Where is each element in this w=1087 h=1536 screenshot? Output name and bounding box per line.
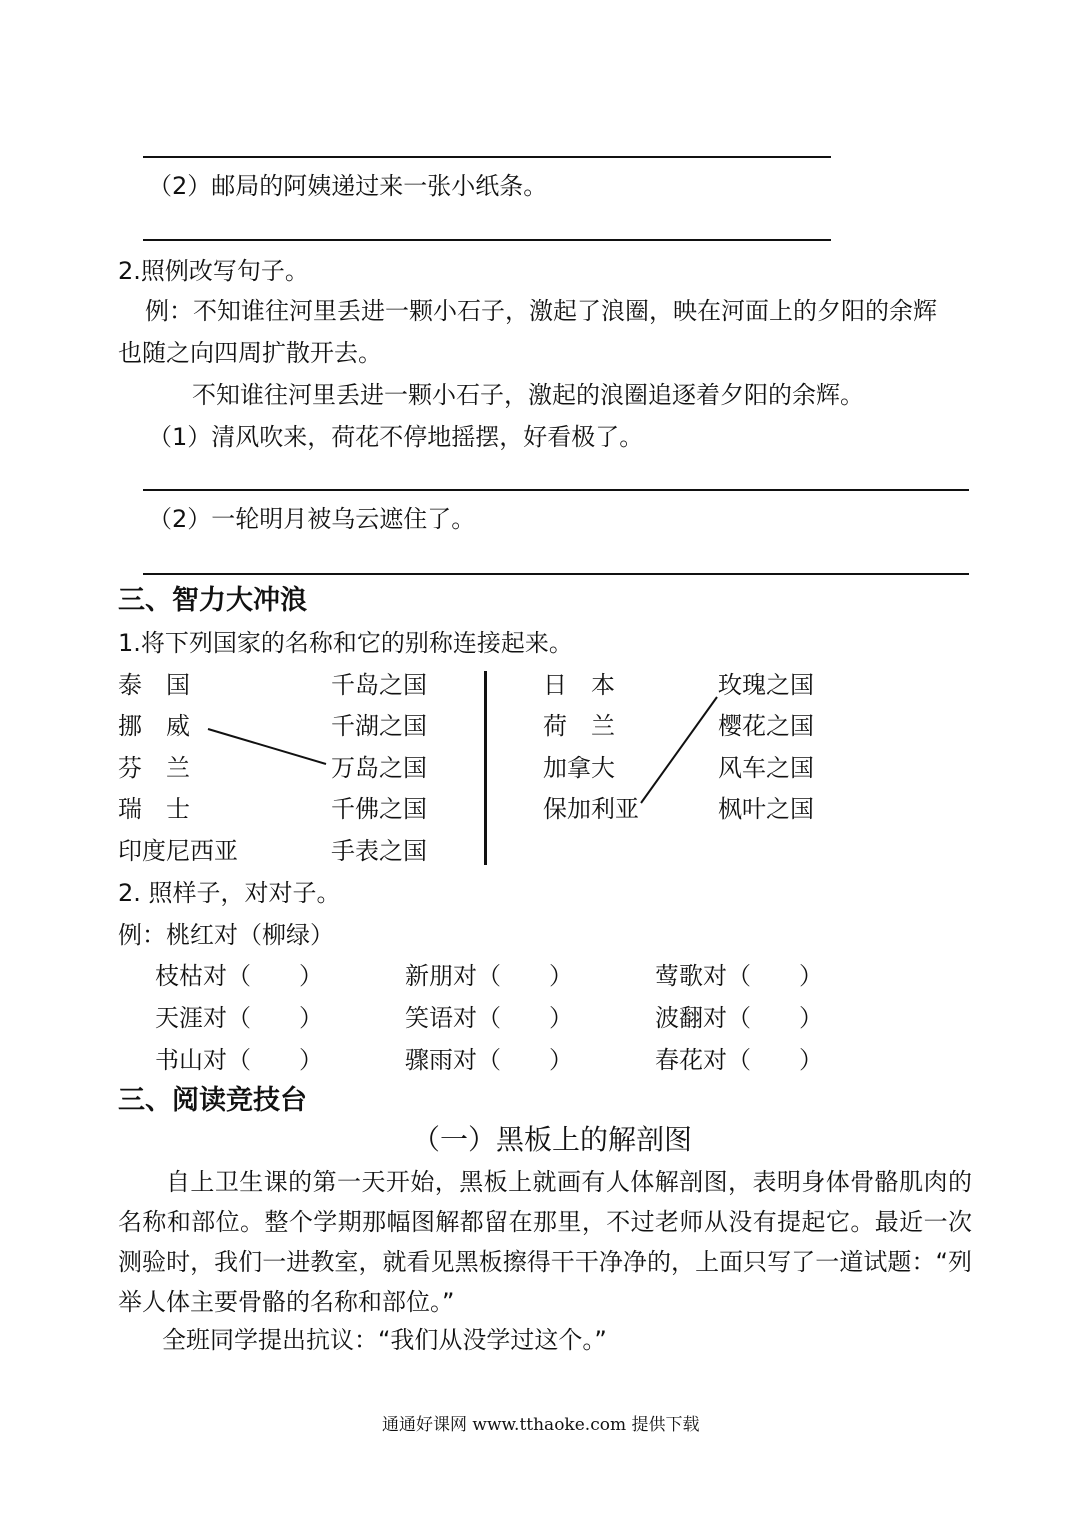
article-paragraph: 自上卫生课的第一天开始，黑板上就画有人体解剖图，表明身体骨骼肌肉的名称和部位。整个学期那幅图解都留在那里，不过老师从没有提起它。最近一次测验时，我们一进教室，就看见黑板擦得干干净净的，上面只写了一道试题：“列举人体主要骨骼的名称和部位。” bbox=[118, 1168, 972, 1316]
couplet-blank: 莺歌对（ ） bbox=[655, 962, 823, 990]
couplet-blank: 骤雨对（ ） bbox=[405, 1046, 573, 1074]
country-name: 保加利亚 bbox=[543, 795, 639, 823]
country-nickname: 玫瑰之国 bbox=[718, 671, 814, 699]
country-name: 荷 兰 bbox=[543, 712, 615, 740]
section-heading: 三、智力大冲浪 bbox=[118, 585, 307, 616]
country-nickname: 千湖之国 bbox=[331, 712, 427, 740]
country-nickname: 枫叶之国 bbox=[718, 795, 814, 823]
exercise-item: （2）邮局的阿姨递过来一张小纸条。 bbox=[148, 172, 548, 200]
country-nickname: 千岛之国 bbox=[331, 671, 427, 699]
example-line: 例：桃红对（柳绿） bbox=[118, 921, 334, 949]
connection-line bbox=[641, 697, 717, 803]
country-name: 挪 威 bbox=[118, 712, 190, 740]
country-nickname: 万岛之国 bbox=[331, 754, 427, 782]
example-line: 例：不知谁往河里丢进一颗小石子，激起了浪圈，映在河面上的夕阳的余辉 bbox=[145, 297, 937, 325]
country-nickname: 风车之国 bbox=[718, 754, 814, 782]
question-title: 1.将下列国家的名称和它的别称连接起来。 bbox=[118, 629, 573, 657]
couplet-blank: 天涯对（ ） bbox=[155, 1004, 323, 1032]
example-rewrite: 不知谁往河里丢进一颗小石子，激起的浪圈追逐着夕阳的余辉。 bbox=[192, 381, 864, 409]
question-title: 2.照例改写句子。 bbox=[118, 257, 309, 285]
country-name: 芬 兰 bbox=[118, 754, 190, 782]
exercise-item: （1）清风吹来，荷花不停地摇摆，好看极了。 bbox=[148, 423, 644, 451]
country-nickname: 樱花之国 bbox=[718, 712, 814, 740]
section-heading: 三、阅读竞技台 bbox=[118, 1085, 307, 1116]
page-footer: 通通好课网 www.tthaoke.com 提供下载 bbox=[382, 1415, 700, 1435]
example-line: 也随之向四周扩散开去。 bbox=[118, 339, 382, 367]
couplet-blank: 书山对（ ） bbox=[155, 1046, 323, 1074]
country-name: 泰 国 bbox=[118, 671, 190, 699]
question-title: 2. 照样子，对对子。 bbox=[118, 879, 341, 907]
country-name: 瑞 士 bbox=[118, 795, 190, 823]
country-name: 加拿大 bbox=[543, 754, 615, 782]
couplet-blank: 春花对（ ） bbox=[655, 1046, 823, 1074]
country-name: 日 本 bbox=[543, 671, 615, 699]
exercise-item: （2）一轮明月被乌云遮住了。 bbox=[148, 505, 476, 533]
couplet-blank: 枝枯对（ ） bbox=[155, 962, 323, 990]
country-nickname: 手表之国 bbox=[331, 837, 427, 865]
couplet-blank: 笑语对（ ） bbox=[405, 1004, 573, 1032]
article-paragraph: 全班同学提出抗议：“我们从没学过这个。” bbox=[162, 1326, 607, 1354]
connection-line bbox=[208, 729, 326, 764]
country-nickname: 千佛之国 bbox=[331, 795, 427, 823]
country-name: 印度尼西亚 bbox=[118, 837, 238, 865]
couplet-blank: 波翻对（ ） bbox=[655, 1004, 823, 1032]
article-title: （一）黑板上的解剖图 bbox=[412, 1123, 693, 1156]
couplet-blank: 新朋对（ ） bbox=[405, 962, 573, 990]
